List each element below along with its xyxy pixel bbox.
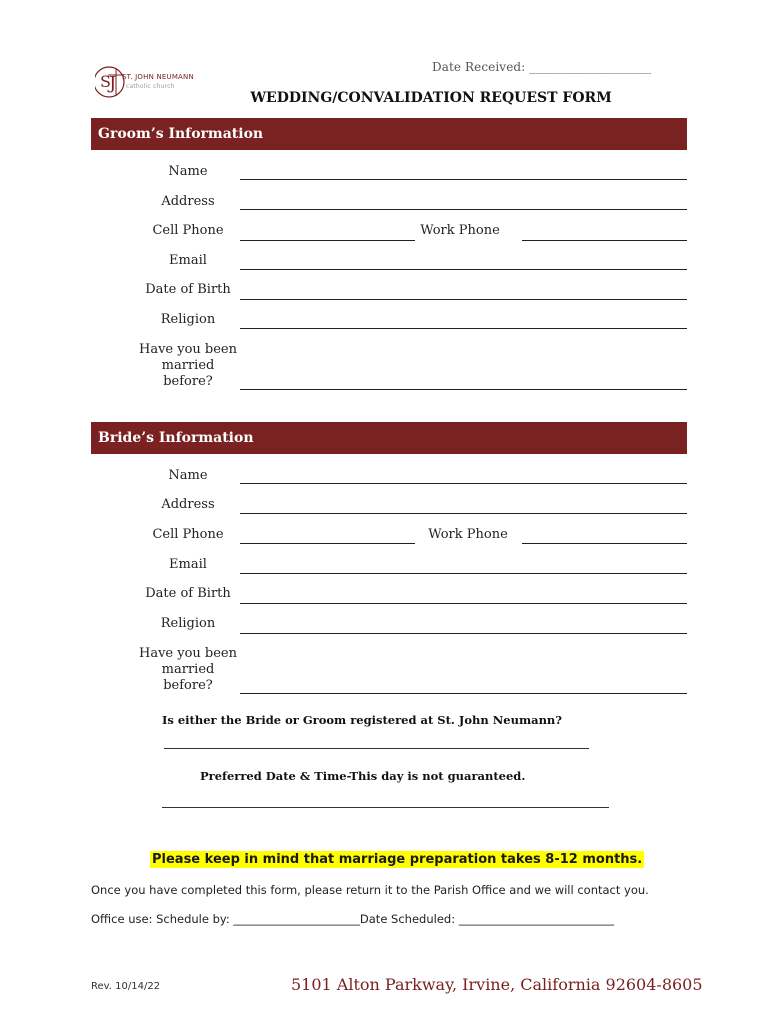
- bride-religion-field[interactable]: [240, 633, 687, 634]
- groom-name-label: Name: [168, 164, 208, 179]
- groom-address-label: Address: [161, 194, 215, 209]
- bride-name-label: Name: [168, 468, 208, 483]
- bride-section-header: Bride’s Information: [91, 422, 687, 454]
- bride-address-field[interactable]: [240, 513, 687, 514]
- registered-question: Is either the Bride or Groom registered at St. John Neumann?: [162, 713, 563, 727]
- logo-text-line2: catholic church: [126, 83, 175, 90]
- bride-address-label: Address: [161, 497, 215, 512]
- bride-email-field[interactable]: [240, 573, 687, 574]
- groom-married-line1: Have you been: [138, 342, 237, 357]
- groom-religion-label: Religion: [160, 312, 216, 327]
- bride-married-line3: before?: [163, 678, 213, 693]
- office-use-line: Office use: Schedule by: ______________________Date Scheduled: ___________________________: [91, 912, 614, 926]
- parish-address: 5101 Alton Parkway, Irvine, California 92604-8605: [291, 975, 703, 994]
- groom-section-header: Groom’s Information: [91, 118, 687, 150]
- groom-dob-field[interactable]: [240, 299, 687, 300]
- groom-married-line2: married: [161, 358, 215, 373]
- form-title: WEDDING/CONVALIDATION REQUEST FORM: [250, 90, 612, 106]
- groom-married-label: [133, 342, 243, 390]
- bride-cell-phone-label: Cell Phone: [152, 527, 224, 542]
- preferred-date-question: Preferred Date & Time-This day is not guaranteed.: [200, 769, 526, 783]
- groom-email-field[interactable]: [240, 269, 687, 270]
- return-instructions: Once you have completed this form, please return it to the Parish Office and we will contact you.: [91, 883, 649, 897]
- groom-cell-phone-label: Cell Phone: [152, 223, 224, 238]
- svg-text:S: S: [100, 72, 111, 91]
- groom-cell-phone-field[interactable]: [240, 240, 415, 241]
- bride-religion-label: Religion: [160, 616, 216, 631]
- groom-dob-label: Date of Birth: [145, 282, 231, 297]
- preferred-date-field[interactable]: [162, 807, 609, 808]
- svg-text:J: J: [109, 73, 117, 94]
- bride-email-label: Email: [169, 557, 207, 572]
- logo-text: [122, 73, 194, 91]
- bride-work-phone-field[interactable]: [522, 543, 687, 544]
- groom-married-line3: before?: [163, 374, 213, 389]
- preparation-notice: Please keep in mind that marriage preparation takes 8-12 months.: [152, 852, 643, 867]
- logo-text-line1: ST. JOHN NEUMANN: [122, 73, 194, 81]
- groom-work-phone-field[interactable]: [522, 240, 687, 241]
- registered-answer-field[interactable]: [164, 748, 589, 749]
- bride-married-field[interactable]: [240, 693, 687, 694]
- bride-married-line2: married: [161, 662, 215, 677]
- bride-married-line1: Have you been: [138, 646, 237, 661]
- revision-date: Rev. 10/14/22: [91, 981, 161, 992]
- groom-religion-field[interactable]: [240, 328, 687, 329]
- groom-work-phone-label: Work Phone: [420, 223, 500, 238]
- bride-dob-label: Date of Birth: [145, 586, 231, 601]
- date-received-label: Date Received: ____________________: [432, 60, 652, 74]
- groom-married-field[interactable]: [240, 389, 687, 390]
- bride-work-phone-label: Work Phone: [428, 527, 508, 542]
- bride-married-label: [133, 646, 243, 694]
- bride-name-field[interactable]: [240, 483, 687, 484]
- groom-email-label: Email: [169, 253, 207, 268]
- groom-address-field[interactable]: [240, 209, 687, 210]
- bride-cell-phone-field[interactable]: [240, 543, 415, 544]
- bride-dob-field[interactable]: [240, 603, 687, 604]
- groom-name-field[interactable]: [240, 179, 687, 180]
